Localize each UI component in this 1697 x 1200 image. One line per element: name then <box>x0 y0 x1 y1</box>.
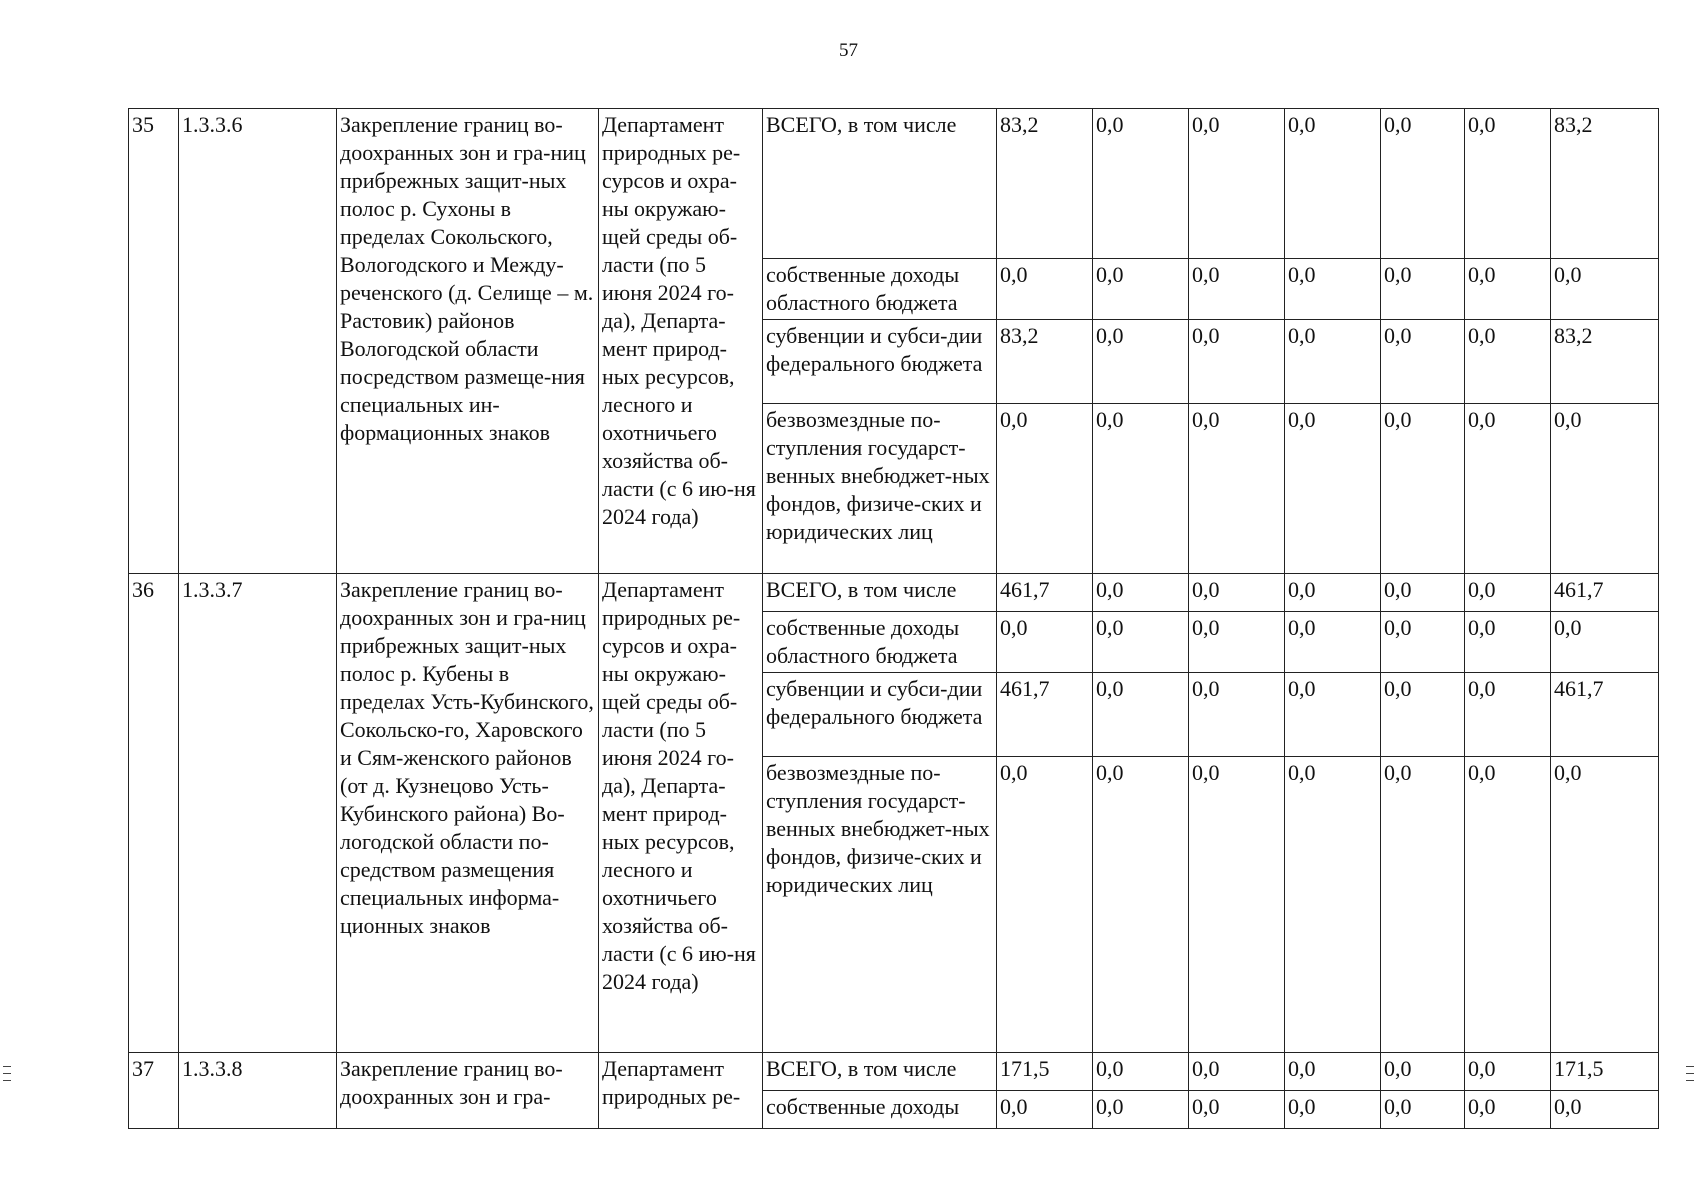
page-number: 57 <box>839 40 858 61</box>
left-margin-mark <box>3 1066 11 1067</box>
funding-value: 0,0 <box>997 1091 1093 1129</box>
table-row <box>129 109 1659 259</box>
row-code: 1.3.3.6 <box>179 109 337 574</box>
funding-source-label: субвенции и субси-дии федерального бюджета <box>763 673 997 757</box>
row-number: 37 <box>129 1053 179 1129</box>
funding-value: 0,0 <box>1093 1091 1189 1129</box>
left-margin-mark <box>3 1073 11 1074</box>
event-name: Закрепление границ во-доохранных зон и гра- <box>337 1053 599 1129</box>
funding-value: 0,0 <box>1465 574 1551 612</box>
right-margin-mark <box>1686 1066 1694 1067</box>
event-name: Закрепление границ во-доохранных зон и гра-ниц прибрежных защит-ных полос р. Кубены в пределах Усть-Кубинского, Сокольско-го, Харовского и Сям-женского районов (от д. Кузнецово Усть-Кубинского района) Во-логодской области по-средством размещения специальных информа-ционных знаков <box>337 574 599 1053</box>
funding-value: 0,0 <box>1189 109 1285 259</box>
funding-value: 0,0 <box>1093 574 1189 612</box>
left-margin-mark <box>3 1080 11 1081</box>
funding-value: 0,0 <box>1381 673 1465 757</box>
funding-value: 0,0 <box>1465 404 1551 574</box>
funding-value: 83,2 <box>997 320 1093 404</box>
funding-value: 0,0 <box>1189 1091 1285 1129</box>
funding-value: 461,7 <box>997 673 1093 757</box>
row-code: 1.3.3.7 <box>179 574 337 1053</box>
executor: Департамент природных ре- <box>599 1053 763 1129</box>
funding-value: 0,0 <box>1285 109 1381 259</box>
funding-value: 0,0 <box>1189 1053 1285 1091</box>
funding-value: 0,0 <box>1551 612 1659 673</box>
funding-value: 0,0 <box>1189 320 1285 404</box>
right-margin-mark <box>1686 1073 1694 1074</box>
funding-value: 0,0 <box>1285 574 1381 612</box>
funding-value: 0,0 <box>1551 259 1659 320</box>
funding-value: 0,0 <box>1093 259 1189 320</box>
funding-value: 0,0 <box>1381 259 1465 320</box>
funding-value: 0,0 <box>1189 404 1285 574</box>
funding-source-label: безвозмездные по-ступления государст-венных внебюджет-ных фондов, физиче-ских и юридических лиц <box>763 757 997 1053</box>
right-margin-mark <box>1686 1080 1694 1081</box>
funding-value: 0,0 <box>1285 1091 1381 1129</box>
executor: Департамент природных ре-сурсов и охра-ны окружаю-щей среды об-ласти (по 5 июня 2024 го-да), Департа-мент природ-ных ресурсов, лесного и охотничьего хозяйства об-ласти (с 6 ию-ня 2024 года) <box>599 109 763 574</box>
event-name: Закрепление границ во-доохранных зон и гра-ниц прибрежных защит-ных полос р. Сухоны в пределах Сокольского, Вологодского и Между-реченского (д. Селище – м. Растовик) районов Вологодской области посредством размеще-ния специальных ин-формационных знаков <box>337 109 599 574</box>
funding-value: 0,0 <box>1381 574 1465 612</box>
funding-value: 0,0 <box>1285 1053 1381 1091</box>
funding-value: 0,0 <box>1381 757 1465 1053</box>
funding-value: 0,0 <box>1381 320 1465 404</box>
table-row <box>129 574 1659 612</box>
funding-source-label: собственные доходы областного бюджета <box>763 259 997 320</box>
funding-value: 0,0 <box>1285 757 1381 1053</box>
funding-value: 0,0 <box>1285 612 1381 673</box>
funding-value: 0,0 <box>1093 612 1189 673</box>
funding-value: 0,0 <box>1381 612 1465 673</box>
funding-value: 0,0 <box>1551 757 1659 1053</box>
funding-value: 0,0 <box>1285 404 1381 574</box>
funding-source-label: ВСЕГО, в том числе <box>763 109 997 259</box>
funding-value: 83,2 <box>997 109 1093 259</box>
funding-value: 171,5 <box>997 1053 1093 1091</box>
funding-value: 0,0 <box>997 259 1093 320</box>
funding-value: 0,0 <box>1465 673 1551 757</box>
table-row <box>129 1053 1659 1091</box>
row-code: 1.3.3.8 <box>179 1053 337 1129</box>
funding-value: 83,2 <box>1551 320 1659 404</box>
row-number: 36 <box>129 574 179 1053</box>
funding-value: 0,0 <box>1285 673 1381 757</box>
funding-value: 0,0 <box>1093 673 1189 757</box>
funding-value: 0,0 <box>997 404 1093 574</box>
funding-value: 0,0 <box>997 612 1093 673</box>
funding-value: 0,0 <box>1093 109 1189 259</box>
executor: Департамент природных ре-сурсов и охра-ны окружаю-щей среды об-ласти (по 5 июня 2024 го-да), Департа-мент природ-ных ресурсов, лесного и охотничьего хозяйства об-ласти (с 6 ию-ня 2024 года) <box>599 574 763 1053</box>
funding-value: 0,0 <box>1551 404 1659 574</box>
funding-value: 0,0 <box>1465 320 1551 404</box>
funding-value: 0,0 <box>1189 574 1285 612</box>
funding-value: 0,0 <box>1189 259 1285 320</box>
funding-value: 0,0 <box>1465 259 1551 320</box>
row-number: 35 <box>129 109 179 574</box>
funding-value: 0,0 <box>1465 1091 1551 1129</box>
funding-value: 0,0 <box>1093 320 1189 404</box>
funding-value: 171,5 <box>1551 1053 1659 1091</box>
funding-value: 0,0 <box>1285 259 1381 320</box>
funding-value: 0,0 <box>1189 673 1285 757</box>
funding-value: 0,0 <box>1551 1091 1659 1129</box>
funding-value: 0,0 <box>1381 1053 1465 1091</box>
funding-value: 0,0 <box>1381 109 1465 259</box>
funding-value: 0,0 <box>1465 612 1551 673</box>
funding-value: 0,0 <box>1189 612 1285 673</box>
funding-value: 0,0 <box>1093 404 1189 574</box>
funding-value: 0,0 <box>997 757 1093 1053</box>
funding-value: 0,0 <box>1093 1053 1189 1091</box>
budget-table <box>128 108 1659 1129</box>
funding-value: 0,0 <box>1465 757 1551 1053</box>
funding-value: 461,7 <box>997 574 1093 612</box>
funding-source-label: собственные доходы <box>763 1091 997 1129</box>
funding-value: 83,2 <box>1551 109 1659 259</box>
funding-value: 0,0 <box>1189 757 1285 1053</box>
funding-value: 461,7 <box>1551 574 1659 612</box>
funding-source-label: безвозмездные по-ступления государст-венных внебюджет-ных фондов, физиче-ских и юридических лиц <box>763 404 997 574</box>
funding-source-label: ВСЕГО, в том числе <box>763 574 997 612</box>
funding-source-label: субвенции и субси-дии федерального бюджета <box>763 320 997 404</box>
table-body <box>129 109 1659 1129</box>
funding-value: 0,0 <box>1465 109 1551 259</box>
funding-value: 0,0 <box>1381 1091 1465 1129</box>
funding-value: 461,7 <box>1551 673 1659 757</box>
funding-value: 0,0 <box>1381 404 1465 574</box>
funding-source-label: собственные доходы областного бюджета <box>763 612 997 673</box>
funding-value: 0,0 <box>1285 320 1381 404</box>
funding-source-label: ВСЕГО, в том числе <box>763 1053 997 1091</box>
funding-value: 0,0 <box>1465 1053 1551 1091</box>
funding-value: 0,0 <box>1093 757 1189 1053</box>
